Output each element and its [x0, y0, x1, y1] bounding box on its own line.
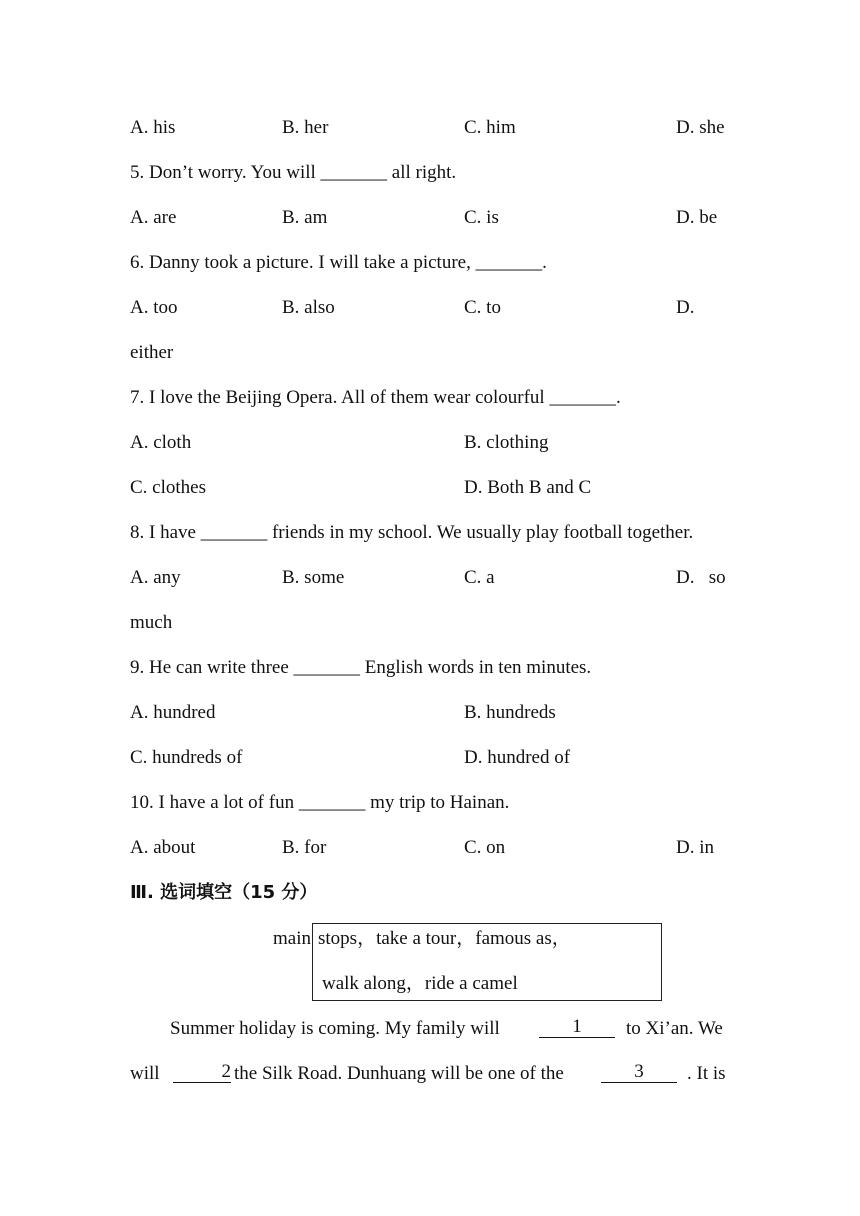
q6-stem: 6. Danny took a picture. I will take a picture, _______.: [130, 252, 547, 273]
q7-option-d: D. Both B and C: [464, 477, 592, 498]
passage-line-1-start: Summer holiday is coming. My family will: [170, 1018, 500, 1039]
q8-option-a: A. any: [130, 567, 181, 588]
q4-option-d: D. she: [676, 117, 725, 138]
q6-option-a: A. too: [130, 297, 178, 318]
blank-3: 3: [601, 1062, 677, 1083]
q8-option-d-continued: much: [130, 612, 173, 633]
word-bank-main: main: [273, 928, 311, 949]
q10-option-b: B. for: [282, 837, 327, 858]
q4-option-b: B. her: [282, 117, 329, 138]
q4-option-c: C. him: [464, 117, 516, 138]
q6-option-c: C. to: [464, 297, 501, 318]
q10-option-d: D. in: [676, 837, 714, 858]
passage-line-1-end: to Xi’an. We: [626, 1018, 723, 1039]
q8-option-d: D. so: [676, 567, 726, 588]
passage-line-2-end: . It is: [687, 1063, 726, 1084]
q8-stem: 8. I have _______ friends in my school. We usually play football together.: [130, 522, 694, 543]
q10-stem: 10. I have a lot of fun _______ my trip to Hainan.: [130, 792, 510, 813]
q5-option-a: A. are: [130, 207, 177, 228]
q5-option-b: B. am: [282, 207, 328, 228]
q10-option-a: A. about: [130, 837, 196, 858]
q8-option-b: B. some: [282, 567, 345, 588]
section-3-heading: Ⅲ. 选词填空（15 分）: [130, 882, 318, 903]
q5-option-c: C. is: [464, 207, 499, 228]
q6-option-b: B. also: [282, 297, 335, 318]
q9-option-c: C. hundreds of: [130, 747, 243, 768]
q10-option-c: C. on: [464, 837, 506, 858]
q7-option-b: B. clothing: [464, 432, 549, 453]
q7-option-a: A. cloth: [130, 432, 192, 453]
blank-1: 1: [539, 1017, 615, 1038]
q6-option-d-continued: either: [130, 342, 174, 363]
passage-line-2-start: will: [130, 1063, 160, 1084]
passage-line-2-middle: the Silk Road. Dunhuang will be one of the: [234, 1063, 564, 1084]
q9-stem: 9. He can write three _______ English words in ten minutes.: [130, 657, 592, 678]
q8-option-c: C. a: [464, 567, 495, 588]
q9-option-a: A. hundred: [130, 702, 216, 723]
q7-stem: 7. I love the Beijing Opera. All of them wear colourful _______.: [130, 387, 621, 408]
q4-option-a: A. his: [130, 117, 176, 138]
q7-option-c: C. clothes: [130, 477, 206, 498]
blank-2: 2: [173, 1062, 231, 1083]
q5-stem: 5. Don’t worry. You will _______ all right.: [130, 162, 457, 183]
q5-option-d: D. be: [676, 207, 718, 228]
q9-option-b: B. hundreds: [464, 702, 556, 723]
word-bank-line-1: stops，take a tour，famous as，: [318, 928, 571, 949]
q6-option-d: D.: [676, 297, 695, 318]
word-bank-line-2: walk along，ride a camel: [322, 973, 518, 994]
q9-option-d: D. hundred of: [464, 747, 571, 768]
